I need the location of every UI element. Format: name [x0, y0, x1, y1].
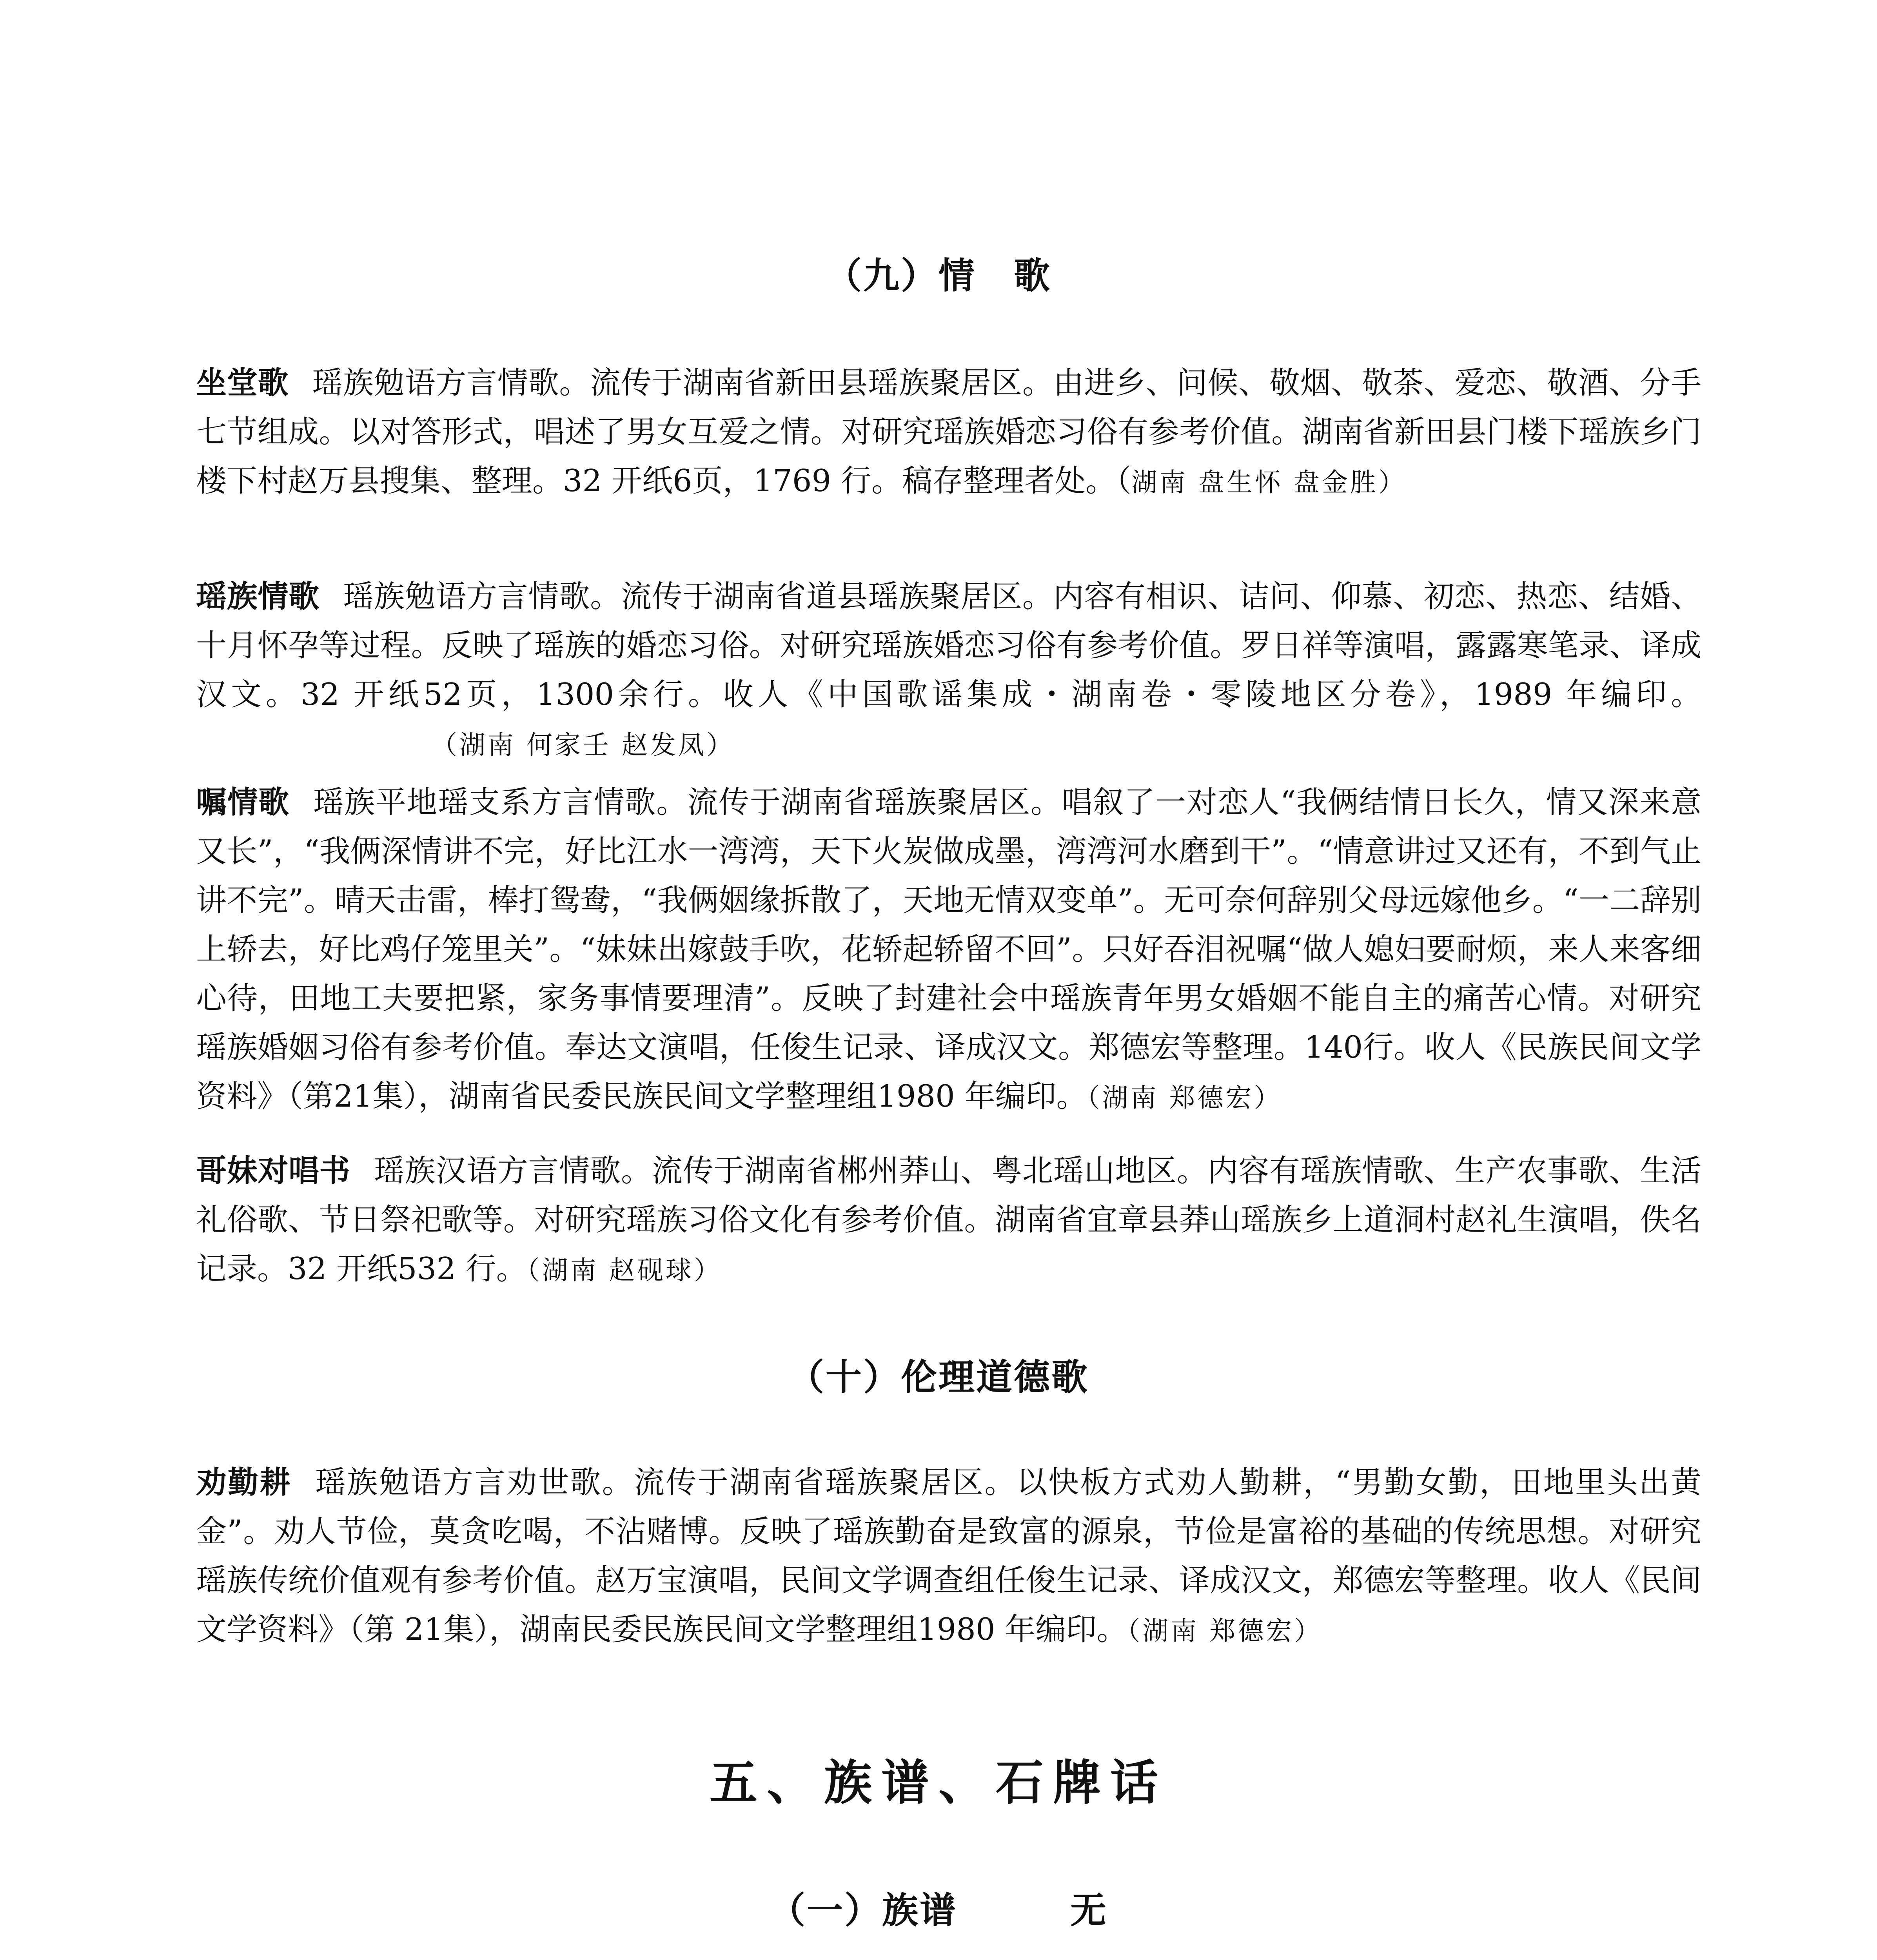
entry-yaozu-qingge: [196, 572, 1701, 769]
entry-credit: （湖南 郑德宏）: [1127, 1616, 1323, 1646]
entry-body: 瑶族汉语方言情歌。流传于湖南省郴州莽山、粤北瑶山地区。内容有瑶族情歌、生产农事歌、生活礼俗歌、节日祭祀歌等。对研究瑶族习俗文化有参考价值。湖南省宜章县莽山瑶族乡上道洞村赵礼生演唱，佚名记录。32 开纸532 行。: [196, 1153, 1701, 1287]
entry-term: 坐堂歌: [196, 365, 289, 401]
entry-gemei-duichangshu: [196, 1147, 1701, 1295]
entry-body: 瑶族勉语方言情歌。流传于湖南省新田县瑶族聚居区。由进乡、问候、敬烟、敬茶、爱恋、敬酒、分手七节组成。以对答形式，唱述了男女互爱之情。对研究瑶族婚恋习俗有参考价值。湖南省新田县门楼下瑶族乡门楼下村赵万县搜集、整理。32 开纸6页，1769 行。稿存整理者处。（: [196, 365, 1701, 499]
entry-zuotangge: [196, 359, 1701, 507]
entry-term: 瑶族情歌: [196, 579, 320, 614]
section-10-title: （十）伦理道德歌: [788, 1356, 1089, 1398]
entry-term: 嘱情歌: [196, 785, 290, 820]
section-5-1-title: （一）族谱 无: [769, 1889, 1108, 1931]
entry-body: 瑶族平地瑶支系方言情歌。流传于湖南省瑶族聚居区。唱叙了一对恋人“我俩结情日长久，情又深来意又长”，“我俩深情讲不完，好比江水一湾湾，天下火炭做成墨，湾湾河水磨到干”。“情意讲过又还有，不到气止讲不完”。晴天击雷，棒打鸳鸯，“我俩姻缘拆散了，天地无情双变单”。无可奈何辞别父母远嫁他乡。“一二辞别上轿去，好比鸡仔笼里关”。“妹妹出嫁鼓手吹，花轿起轿留不回”。只好吞泪祝嘱“做人媳妇要耐烦，来人来客细心待，田地工夫要把紧，家务事情要理清”。反映了封建社会中瑶族青年男女婚姻不能自主的痛苦心情。对研究瑶族婚姻习俗有参考价值。奉达文演唱，任俊生记录、译成汉文。郑德宏等整理。140行。收人《民族民间文学资料》（第21集），湖南省民委民族民间文学整理组1980 年编印。: [196, 785, 1701, 1114]
entry-term: 哥妹对唱书: [196, 1153, 350, 1189]
entry-zhuqingge: [196, 778, 1701, 1122]
entry-credit: （湖南 赵砚球）: [526, 1255, 722, 1285]
entry-credit: （湖南 郑德宏）: [1087, 1083, 1282, 1113]
entry-body: 瑶族勉语方言劝世歌。流传于湖南省瑶族聚居区。以快板方式劝人勤耕，“男勤女勤，田地里头出黄金”。劝人节俭，莫贪吃喝，不沾赌博。反映了瑶族勤奋是致富的源泉，节俭是富裕的基础的传统思想。对研究瑶族传统价值观有参考价值。赵万宝演唱，民间文学调查组任俊生记录、译成汉文，郑德宏等整理。收人《民间文学资料》（第 21集），湖南民委民族民间文学整理组1980 年编印。: [196, 1465, 1701, 1647]
entry-body: 瑶族勉语方言情歌。流传于湖南省道县瑶族聚居区。内容有相识、诘问、仰慕、初恋、热恋、结婚、十月怀孕等过程。反映了瑶族的婚恋习俗。对研究瑶族婚恋习俗有参考价值。罗日祥等演唱，露露寒笔录、译成汉文。32 开纸52页，1300余行。收人《中国歌谣集成・湖南卷・零陵地区分卷》，1989 年编印。: [196, 579, 1701, 712]
entry-credit: （湖南 何家壬 赵发凤）: [431, 730, 735, 760]
entry-term: 劝勤耕: [196, 1465, 292, 1500]
entry-credit: 湖南 盘生怀 盘金胜）: [1131, 467, 1407, 497]
entry-quanqingeng: [196, 1458, 1701, 1655]
chapter-5-title: 五、族谱、石牌话: [710, 1755, 1167, 1811]
section-9-title: （九）情 歌: [825, 255, 1051, 297]
